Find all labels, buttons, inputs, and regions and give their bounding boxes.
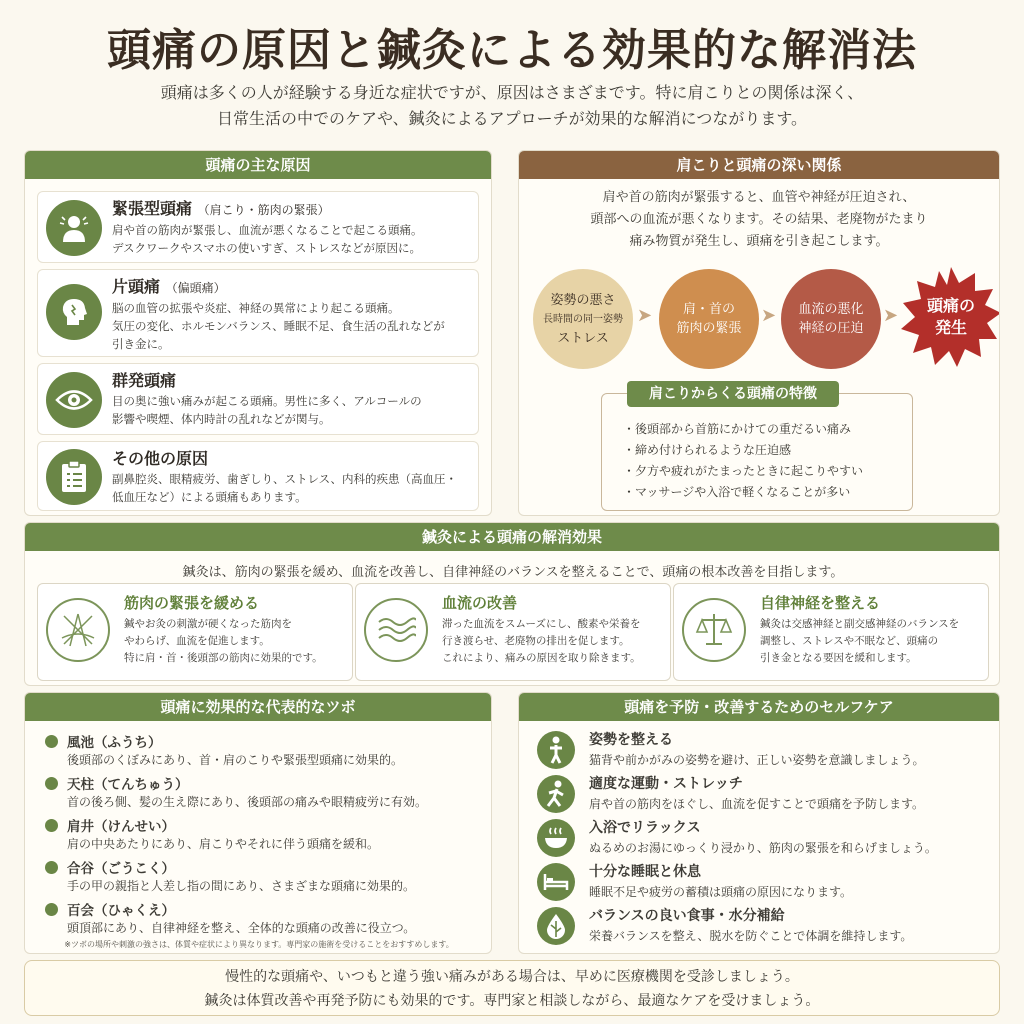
bullet-icon — [45, 903, 58, 916]
causes-panel — [24, 150, 492, 516]
effect-card — [355, 583, 671, 681]
cause-title: その他の原因 — [112, 449, 209, 468]
effect-desc — [760, 616, 984, 667]
flow-step-line: 頭痛の — [926, 296, 975, 315]
effect-desc-line: 鍼やお灸の刺激が硬くなった筋肉を — [124, 618, 292, 630]
arrow-right-icon: ➤ — [761, 305, 777, 326]
relation-title: 肩こりと頭痛の深い関係 — [519, 151, 999, 179]
clipboard-icon — [46, 449, 102, 505]
posture-icon — [537, 731, 575, 769]
flow-step-line: 姿勢の悪さ — [550, 292, 616, 308]
bath-icon — [537, 819, 575, 857]
relation-text-line: 痛み物質が発生し、頭痛を引き起こします。 — [629, 234, 889, 249]
effect-desc-line: 鍼灸は交感神経と副交感神経のバランスを — [760, 618, 960, 630]
effect-title: 血流の改善 — [442, 594, 518, 612]
effect-desc-line: 滞った血流をスムーズにし、酸素や栄養を — [442, 618, 641, 630]
tsubo-panel — [24, 692, 492, 954]
relation-text — [529, 187, 989, 253]
effect-title: 筋肉の緊張を緩める — [124, 594, 260, 612]
intro-line: 日常生活の中でのケアや、鍼灸によるアプローチが効果的な解消につながります。 — [216, 109, 808, 128]
selfcare-title: 頭痛を予防・改善するためのセルフケア — [519, 693, 999, 721]
person-tension-icon — [46, 200, 102, 256]
cause-desc: 副鼻腔炎、眼精疲労、歯ぎしり、ストレス、内科的疾患（高血圧・ — [112, 472, 457, 486]
effect-card — [673, 583, 989, 681]
feature-item: ・夕方や疲れがたまったときに起こりやすい — [623, 464, 864, 478]
flow-step-headache — [901, 267, 1000, 367]
cause-desc: 引き金に。 — [112, 337, 170, 351]
effects-lead: 鍼灸は、筋肉の緊張を緩め、血流を改善し、自律神経のバランスを整えることで、頭痛の根本改善を目指します。 — [182, 565, 844, 580]
bed-icon — [537, 863, 575, 901]
tsubo-desc: 後頭部のくぼみにあり、首・肩のこりや緊張型頭痛に効果的。 — [67, 753, 404, 767]
intro-text — [60, 80, 964, 132]
care-desc: 肩や首の筋肉をほぐし、血流を促すことで頭痛を予防します。 — [589, 797, 925, 811]
water-drop-icon — [537, 907, 575, 945]
effect-desc-line: 行き渡らせ、老廃物の排出を促します。 — [442, 635, 630, 647]
cause-title: 片頭痛 — [112, 277, 161, 296]
feature-list — [623, 419, 863, 503]
feature-title: 肩こりからくる頭痛の特徴 — [627, 381, 839, 407]
bullet-icon — [45, 735, 58, 748]
flow-step-line: 神経の圧迫 — [798, 321, 864, 336]
tsubo-name: 風池（ふうち） — [67, 735, 162, 751]
cause-desc: 肩や首の筋肉が緊張し、血流が悪くなることで起こる頭痛。 — [112, 223, 423, 237]
tsubo-note: ※ツボの場所や刺激の強さは、体質や症状により異なります。専門家の施術を受けることをおすすめします。 — [64, 940, 454, 949]
tsubo-desc: 頭頂部にあり、自律神経を整え、全体的な頭痛の改善に役立つ。 — [67, 921, 416, 935]
care-title: 入浴でリラックス — [589, 820, 701, 836]
feature-item: ・後頭部から首筋にかけての重だるい痛み — [623, 422, 852, 436]
bullet-icon — [45, 861, 58, 874]
effect-desc-line: 引き金となる要因を緩和します。 — [760, 652, 917, 664]
flow-step-line: 筋肉の緊張 — [676, 321, 742, 336]
cause-desc: 低血圧など）による頭痛もあります。 — [112, 490, 307, 504]
care-title: 適度な運動・ストレッチ — [589, 776, 743, 792]
flow-step-line: 長時間の同一姿勢 — [543, 313, 623, 325]
arrow-right-icon: ➤ — [883, 305, 899, 326]
intro-line: 頭痛は多くの人が経験する身近な症状ですが、原因はさまざまです。特に肩こりとの関係は深く、 — [160, 83, 864, 102]
flow-step-posture — [533, 269, 633, 369]
tsubo-name: 百会（ひゃくえ） — [67, 903, 175, 919]
care-desc: 栄養バランスを整え、脱水を防ぐことで体調を維持します。 — [589, 929, 913, 943]
cause-subtitle: （偏頭痛） — [165, 281, 226, 295]
wave-icon — [364, 598, 428, 662]
bullet-icon — [45, 777, 58, 790]
cause-subtitle: （肩こり・筋肉の緊張） — [197, 203, 330, 217]
care-desc: 猫背や前かがみの姿勢を避け、正しい姿勢を意識しましょう。 — [589, 753, 925, 767]
footer-note — [24, 960, 1000, 1016]
care-title: 姿勢を整える — [589, 732, 673, 748]
effects-panel — [24, 522, 1000, 686]
flow-step-line: ストレス — [557, 330, 609, 346]
flow-step-blood — [781, 269, 881, 369]
selfcare-panel — [518, 692, 1000, 954]
effect-desc-line: やわらげ、血流を促進します。 — [124, 635, 270, 647]
bullet-icon — [45, 819, 58, 832]
care-title: バランスの良い食事・水分補給 — [589, 908, 785, 924]
relation-text-line: 頭部への血流が悪くなります。その結果、老廃物がたまり — [590, 212, 928, 227]
effect-desc-line: これにより、痛みの原因を取り除きます。 — [442, 652, 641, 664]
relation-panel — [518, 150, 1000, 516]
causes-title: 頭痛の主な原因 — [25, 151, 491, 179]
stretch-icon — [537, 775, 575, 813]
feature-item: ・マッサージや入浴で軽くなることが多い — [623, 485, 851, 499]
effects-title: 鍼灸による頭痛の解消効果 — [25, 523, 999, 551]
tsubo-name: 天柱（てんちゅう） — [67, 777, 189, 793]
footer-line: 慢性的な頭痛や、いつもと違う強い痛みがある場合は、早めに医療機関を受診しましょう。 — [225, 969, 799, 985]
feature-item: ・締め付けられるような圧迫感 — [623, 443, 792, 457]
tsubo-name: 肩井（けんせい） — [67, 819, 175, 835]
cause-desc: 影響や喫煙、体内時計の乱れなどが関与。 — [112, 412, 331, 426]
tsubo-desc: 手の甲の親指と人差し指の間にあり、さまざまな頭痛に効果的。 — [67, 879, 416, 893]
effect-desc-line: 調整し、ストレスや不眠など、頭痛の — [760, 635, 939, 647]
footer-line: 鍼灸は体質改善や再発予防にも効果的です。専門家と相談しながら、最適なケアを受けましょう。 — [204, 993, 820, 1009]
eye-icon — [46, 372, 102, 428]
flow-step-line: 肩・首の — [682, 302, 735, 317]
tsubo-desc: 肩の中央あたりにあり、肩こりやそれに伴う頭痛を緩和。 — [67, 837, 380, 851]
tsubo-desc: 首の後ろ側、髪の生え際にあり、後頭部の痛みや眼精疲労に有効。 — [67, 795, 428, 809]
flow-step-line: 血流の悪化 — [798, 302, 864, 317]
flow-step-line: 発生 — [934, 318, 967, 337]
cause-card — [37, 191, 479, 263]
cause-desc: デスクワークやスマホの使いすぎ、ストレスなどが原因に。 — [112, 241, 422, 255]
cause-card — [37, 363, 479, 435]
cause-title: 群発頭痛 — [112, 371, 177, 390]
cause-card — [37, 269, 479, 357]
cause-title: 緊張型頭痛 — [112, 199, 193, 218]
head-pain-icon — [46, 284, 102, 340]
effect-desc-line: 特に肩・首・後頭部の筋肉に効果的です。 — [124, 652, 323, 664]
acupuncture-needle-icon — [46, 598, 110, 662]
effect-title: 自律神経を整える — [760, 594, 881, 612]
page-title: 頭痛の原因と鍼灸による効果的な解消法 — [107, 25, 917, 76]
relation-text-line: 肩や首の筋肉が緊張すると、血管や神経が圧迫され、 — [602, 190, 916, 205]
tsubo-name: 合谷（ごうこく） — [67, 861, 175, 877]
balance-scale-icon — [682, 598, 746, 662]
effect-desc — [124, 616, 348, 667]
cause-desc: 気圧の変化、ホルモンバランス、睡眠不足、食生活の乱れなどが — [112, 319, 445, 333]
care-title: 十分な睡眠と休息 — [589, 864, 701, 880]
cause-desc: 脳の血管の拡張や炎症、神経の異常により起こる頭痛。 — [112, 301, 400, 315]
care-desc: ぬるめのお湯にゆっくり浸かり、筋肉の緊張を和らげましょう。 — [589, 841, 937, 855]
cause-card — [37, 441, 479, 511]
effect-desc — [442, 616, 666, 667]
effect-card — [37, 583, 353, 681]
flow-step-muscle — [659, 269, 759, 369]
care-desc: 睡眠不足や疲労の蓄積は頭痛の原因になります。 — [589, 885, 853, 899]
cause-desc: 目の奥に強い痛みが起こる頭痛。男性に多く、アルコールの — [112, 394, 422, 408]
tsubo-title: 頭痛に効果的な代表的なツボ — [25, 693, 491, 721]
arrow-right-icon: ➤ — [637, 305, 653, 326]
